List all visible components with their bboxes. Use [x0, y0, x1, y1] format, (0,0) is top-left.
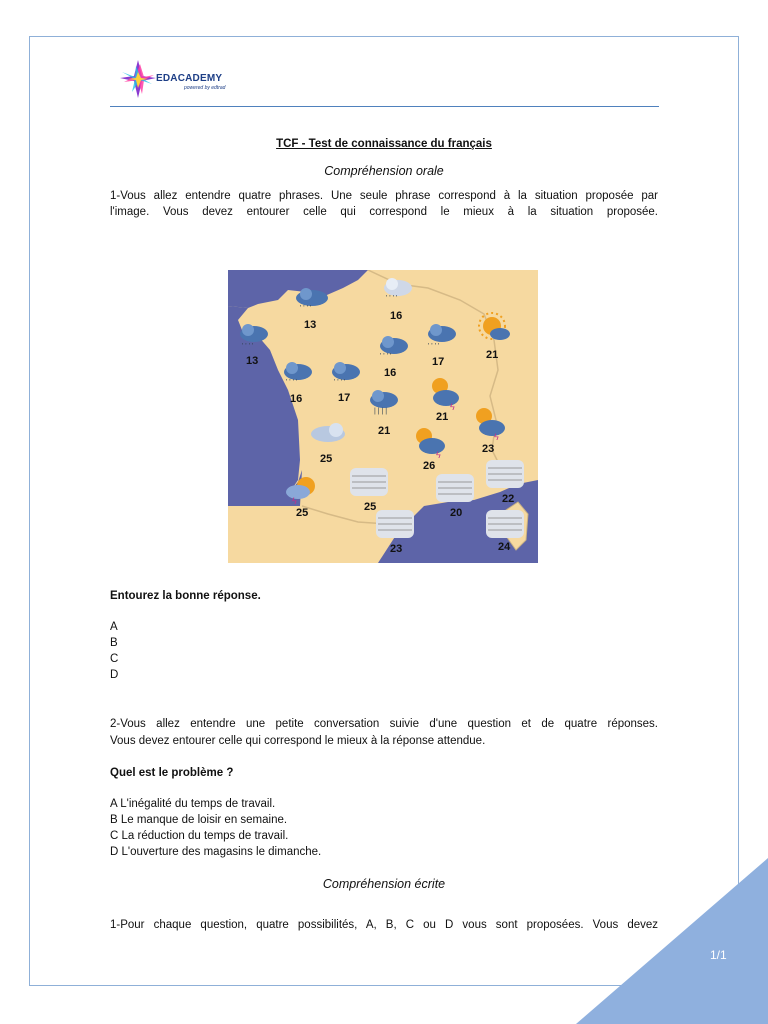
svg-text:| | | |: | | | |	[374, 408, 388, 415]
svg-text:25: 25	[364, 501, 377, 513]
svg-text:23: 23	[390, 543, 403, 555]
svg-text:' ' ' ': ' ' ' '	[334, 379, 346, 386]
svg-text:ϟ: ϟ	[494, 432, 499, 442]
svg-text:17: 17	[338, 392, 351, 404]
svg-text:16: 16	[384, 367, 397, 379]
question-2-prompt: Quel est le problème ?	[110, 767, 234, 779]
option-c[interactable]: C La réduction du temps de travail.	[110, 830, 289, 842]
question-1-line-1: 1-Vous allez entendre quatre phrases. Une seule phrase correspond à la situation proposée par	[110, 190, 658, 202]
option-c[interactable]: C	[110, 653, 119, 665]
instruction-circle-answer: Entourez la bonne réponse.	[110, 590, 261, 602]
question-2-options	[110, 796, 658, 860]
svg-text:13: 13	[304, 319, 317, 331]
option-d[interactable]: D	[110, 669, 119, 681]
svg-text:17: 17	[432, 356, 445, 368]
option-a[interactable]: A	[110, 621, 118, 633]
question-2-line-2: Vous devez entourer celle qui correspond le mieux à la réponse attendue.	[110, 735, 486, 747]
logo-star-icon	[118, 58, 158, 100]
header-rule	[110, 106, 659, 107]
svg-text:' ' ' ': ' ' ' '	[242, 343, 254, 350]
question-1-line-2: l'image. Vous devez entourer celle qui correspond le mieux à la situation proposée.	[110, 206, 658, 218]
question-2-line-1: 2-Vous allez entendre une petite conversation suivie d'une question et de quatre réponses.	[110, 718, 658, 730]
edacademy-logo	[118, 58, 228, 100]
svg-text:' ' ' ': ' ' ' '	[286, 379, 298, 386]
svg-text:ϟ: ϟ	[436, 450, 441, 460]
svg-text:16: 16	[390, 310, 403, 322]
question-3-line-1: 1-Pour chaque question, quatre possibilités, A, B, C ou D vous sont proposées. Vous devez	[110, 919, 658, 931]
svg-text:22: 22	[502, 493, 515, 505]
svg-text:ϟ: ϟ	[292, 496, 297, 506]
svg-text:25: 25	[320, 453, 333, 465]
section-heading-oral: Compréhension orale	[324, 164, 444, 178]
svg-text:20: 20	[450, 507, 463, 519]
weather-map	[228, 270, 538, 563]
svg-text:21: 21	[378, 425, 391, 437]
logo-wordmark: EDACADEMY	[156, 73, 223, 84]
svg-text:24: 24	[498, 541, 511, 553]
svg-text:ϟ: ϟ	[450, 402, 455, 412]
section-heading-written: Compréhension écrite	[322, 877, 446, 891]
option-b[interactable]: B	[110, 637, 118, 649]
svg-text:' ' ' ': ' ' ' '	[386, 295, 398, 302]
svg-text:' ' ' ': ' ' ' '	[380, 353, 392, 360]
svg-text:25: 25	[296, 507, 309, 519]
logo-subtitle: powered by edtrad	[184, 85, 226, 91]
document-title: TCF - Test de connaissance du français	[276, 138, 492, 150]
question-1-options	[110, 619, 658, 683]
svg-text:21: 21	[486, 349, 499, 361]
svg-text:13: 13	[246, 355, 259, 367]
svg-text:26: 26	[423, 460, 436, 472]
svg-text:' ' ' ': ' ' ' '	[428, 343, 440, 350]
svg-text:16: 16	[290, 393, 303, 405]
option-a[interactable]: A L'inégalité du temps de travail.	[110, 798, 276, 810]
page-number: 1/1	[710, 948, 727, 962]
svg-text:23: 23	[482, 443, 495, 455]
svg-text:21: 21	[436, 411, 449, 423]
option-d[interactable]: D L'ouverture des magasins le dimanche.	[110, 846, 322, 858]
option-b[interactable]: B Le manque de loisir en semaine.	[110, 814, 288, 826]
svg-text:' ' ' ': ' ' ' '	[300, 305, 312, 312]
